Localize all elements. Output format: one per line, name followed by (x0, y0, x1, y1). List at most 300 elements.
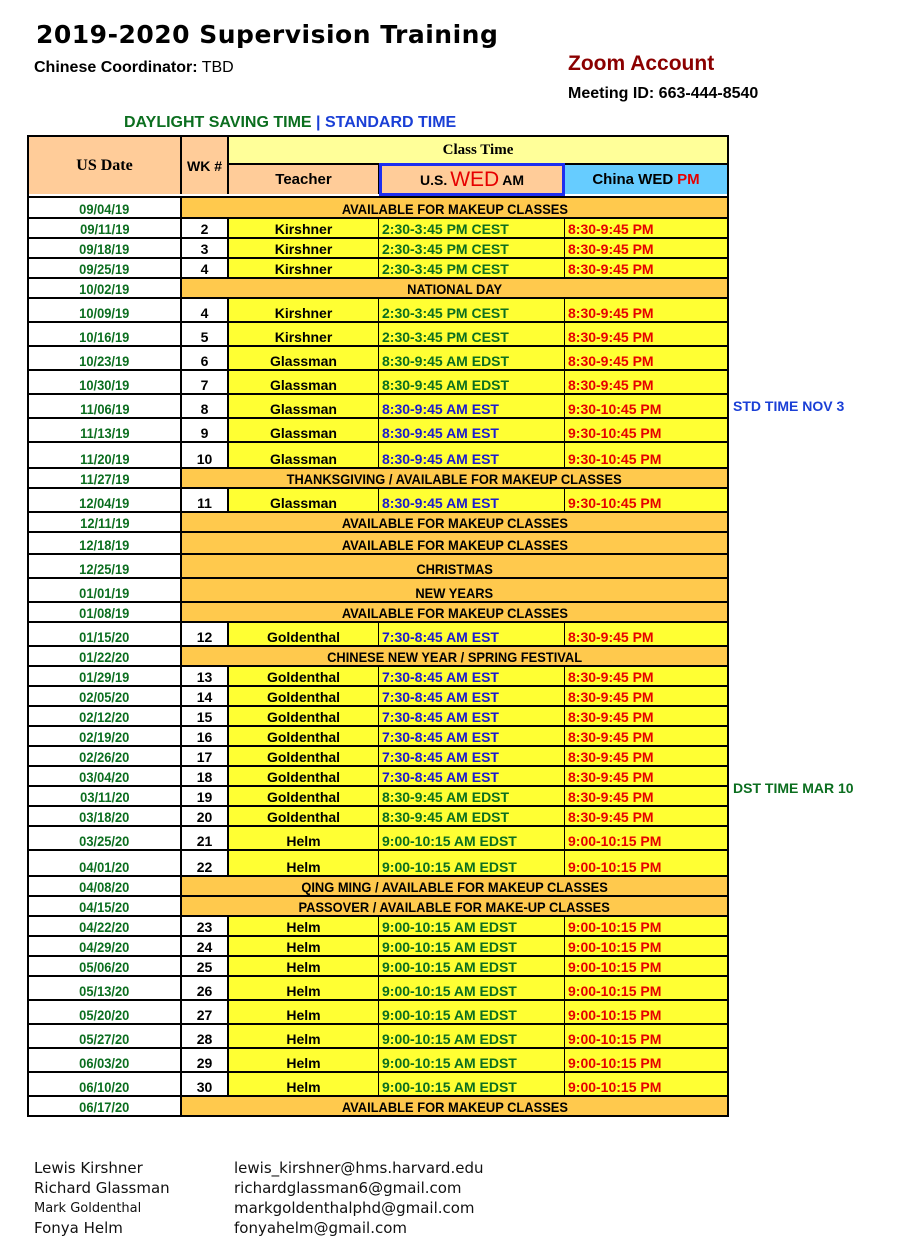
china-time-cell (565, 767, 727, 785)
table-row (29, 297, 727, 321)
event-cell-text: NATIONAL DAY (407, 281, 502, 297)
coordinator-value: TBD (201, 59, 234, 76)
us-time-cell-text: 8:30-9:45 AM EDST (382, 377, 510, 393)
china-time-cell-text: 9:00-10:15 PM (568, 1007, 662, 1023)
header-week: WK # (182, 137, 229, 194)
china-time-cell (565, 827, 727, 849)
teacher-cell (229, 1001, 379, 1023)
china-time-cell-text: 9:00-10:15 PM (568, 1055, 662, 1071)
table-row (29, 621, 727, 645)
teacher-cell-text: Kirshner (274, 261, 333, 277)
china-time-cell-text: 9:30-10:45 PM (568, 451, 662, 467)
date-cell (29, 579, 182, 601)
date-cell (29, 787, 182, 805)
event-cell-text: AVAILABLE FOR MAKEUP CLASSES (341, 515, 568, 531)
china-time-cell-text: 9:00-10:15 PM (568, 983, 662, 999)
week-cell-text: 29 (196, 1055, 213, 1071)
china-time-cell-text: 9:30-10:45 PM (568, 401, 662, 417)
contact-name: Richard Glassman (34, 1179, 170, 1197)
table-row (29, 725, 727, 745)
date-cell-text: 04/01/20 (79, 859, 130, 875)
date-cell (29, 727, 182, 745)
table-row (29, 553, 727, 577)
us-time-cell (379, 623, 565, 645)
date-cell-text: 11/06/19 (79, 401, 130, 417)
week-cell-text: 10 (196, 451, 213, 467)
event-cell (182, 647, 727, 665)
china-time-cell-text: 8:30-9:45 PM (568, 669, 654, 685)
us-time-cell (379, 419, 565, 441)
date-cell (29, 1001, 182, 1023)
date-cell (29, 1097, 182, 1115)
china-time-cell-text: 9:00-10:15 PM (568, 1079, 662, 1095)
china-time-cell-text: 8:30-9:45 PM (568, 629, 654, 645)
week-cell (182, 827, 229, 849)
date-cell-text: 09/04/19 (79, 201, 130, 217)
us-time-cell-text: 7:30-8:45 AM EST (382, 689, 499, 705)
us-time-cell (379, 747, 565, 765)
contact-email[interactable]: markgoldenthalphd@gmail.com (234, 1199, 475, 1217)
date-cell-text: 01/08/19 (79, 605, 130, 621)
us-time-cell (379, 443, 565, 467)
date-cell-text: 04/29/20 (79, 939, 130, 955)
us-time-cell (379, 687, 565, 705)
dst-legend-label: DAYLIGHT SAVING TIME (124, 114, 312, 131)
us-time-cell-text: 7:30-8:45 AM EST (382, 769, 499, 785)
us-time-cell-text: 7:30-8:45 AM EST (382, 749, 499, 765)
teacher-cell (229, 239, 379, 257)
table-row (29, 417, 727, 441)
event-cell-text: NEW YEARS (415, 585, 494, 601)
week-cell (182, 443, 229, 467)
china-time-cell-text: 8:30-9:45 PM (568, 749, 654, 765)
week-cell (182, 767, 229, 785)
table-row (29, 511, 727, 531)
std-legend-label: STANDARD TIME (324, 114, 457, 131)
teacher-cell (229, 489, 379, 511)
china-time-cell (565, 747, 727, 765)
event-cell (182, 469, 727, 487)
week-cell-text: 4 (200, 305, 209, 321)
date-cell-text: 11/13/19 (79, 425, 130, 441)
date-cell-text: 12/18/19 (79, 537, 130, 553)
contact-email[interactable]: lewis_kirshner@hms.harvard.edu (234, 1159, 484, 1177)
china-time-cell-text: 9:00-10:15 PM (568, 833, 662, 849)
china-time-cell (565, 419, 727, 441)
contact-name: Lewis Kirshner (34, 1159, 143, 1177)
teacher-cell-text: Kirshner (274, 305, 333, 321)
header-us-day: WED (450, 167, 500, 191)
week-cell (182, 917, 229, 935)
teacher-cell (229, 787, 379, 805)
week-cell-text: 11 (197, 495, 212, 511)
us-time-cell-text: 8:30-9:45 AM EDST (382, 789, 510, 805)
table-header (29, 137, 727, 196)
table-row (29, 745, 727, 765)
table-row (29, 999, 727, 1023)
us-time-cell-text: 9:00-10:15 AM EDST (382, 1055, 517, 1071)
table-row (29, 875, 727, 895)
us-time-cell (379, 219, 565, 237)
teacher-cell-text: Goldenthal (266, 789, 341, 805)
us-time-cell (379, 917, 565, 935)
china-time-cell-text: 8:30-9:45 PM (568, 261, 654, 277)
date-cell (29, 513, 182, 531)
china-time-cell-text: 8:30-9:45 PM (568, 221, 654, 237)
table-row (29, 825, 727, 849)
teacher-cell (229, 851, 379, 875)
table-row (29, 1071, 727, 1095)
date-cell (29, 371, 182, 393)
china-time-cell (565, 917, 727, 935)
date-cell (29, 219, 182, 237)
us-time-cell (379, 977, 565, 999)
teacher-cell (229, 767, 379, 785)
china-time-cell (565, 851, 727, 875)
week-cell-text: 26 (196, 983, 213, 999)
date-cell (29, 259, 182, 277)
table-row (29, 1095, 727, 1115)
week-cell-text: 5 (200, 329, 209, 345)
contact-name: Fonya Helm (34, 1219, 123, 1237)
us-time-cell (379, 937, 565, 955)
date-cell-text: 02/26/20 (79, 749, 130, 765)
event-cell-text: THANKSGIVING / AVAILABLE FOR MAKEUP CLASSES (286, 471, 623, 487)
teacher-cell (229, 419, 379, 441)
teacher-cell (229, 259, 379, 277)
event-cell (182, 533, 727, 553)
week-cell (182, 957, 229, 975)
china-time-cell (565, 787, 727, 805)
week-cell-text: 12 (196, 629, 213, 645)
teacher-cell-text: Glassman (270, 401, 337, 417)
china-time-cell (565, 443, 727, 467)
week-cell-text: 23 (196, 919, 213, 935)
week-cell-text: 3 (200, 241, 209, 257)
contact-row (34, 1218, 483, 1238)
table-row (29, 765, 727, 785)
table-row (29, 237, 727, 257)
date-cell (29, 419, 182, 441)
us-time-cell (379, 371, 565, 393)
teacher-cell-text: Goldenthal (266, 689, 341, 705)
zoom-account-title: Zoom Account (568, 52, 715, 75)
week-cell-text: 17 (196, 749, 213, 765)
event-cell-text: PASSOVER / AVAILABLE FOR MAKE-UP CLASSES (298, 899, 611, 915)
china-time-cell-text: 8:30-9:45 PM (568, 241, 654, 257)
table-row (29, 1023, 727, 1047)
china-time-cell (565, 323, 727, 345)
date-cell-text: 03/11/20 (79, 789, 130, 805)
us-time-cell-text: 2:30-3:45 PM CEST (382, 329, 509, 345)
teacher-cell-text: Helm (286, 939, 321, 955)
china-time-cell (565, 807, 727, 825)
us-time-cell (379, 489, 565, 511)
date-cell-text: 01/01/19 (79, 585, 130, 601)
table-row (29, 915, 727, 935)
us-time-cell (379, 787, 565, 805)
teacher-cell (229, 395, 379, 417)
china-time-cell-text: 9:30-10:45 PM (568, 495, 662, 511)
contact-row (34, 1178, 483, 1198)
teacher-cell-text: Helm (286, 1079, 321, 1095)
teacher-cell (229, 323, 379, 345)
us-time-cell-text: 8:30-9:45 AM EDST (382, 809, 510, 825)
week-cell-text: 22 (196, 859, 213, 875)
date-cell-text: 01/22/20 (79, 649, 130, 665)
table-row (29, 895, 727, 915)
week-cell-text: 25 (196, 959, 213, 975)
teacher-cell-text: Goldenthal (266, 709, 341, 725)
contact-list (34, 1158, 483, 1238)
teacher-cell-text: Goldenthal (266, 749, 341, 765)
date-cell (29, 647, 182, 665)
table-row (29, 345, 727, 369)
us-time-cell-text: 9:00-10:15 AM EDST (382, 983, 517, 999)
table-row (29, 487, 727, 511)
table-row (29, 935, 727, 955)
date-cell-text: 10/02/19 (79, 281, 130, 297)
event-cell-text: CHINESE NEW YEAR / SPRING FESTIVAL (326, 649, 583, 665)
event-cell (182, 555, 727, 577)
week-cell-text: 8 (200, 401, 209, 417)
teacher-cell-text: Glassman (270, 377, 337, 393)
us-time-cell (379, 807, 565, 825)
header-china-time (565, 165, 727, 194)
teacher-cell (229, 827, 379, 849)
event-cell-text: QING MING / AVAILABLE FOR MAKEUP CLASSES (301, 879, 608, 895)
week-cell-text: 16 (196, 729, 213, 745)
teacher-cell-text: Goldenthal (266, 809, 341, 825)
us-time-cell (379, 851, 565, 875)
table-row (29, 217, 727, 237)
date-cell-text: 01/15/20 (79, 629, 130, 645)
week-cell-text: 15 (196, 709, 213, 725)
date-cell-text: 11/27/19 (79, 471, 130, 487)
china-time-cell (565, 1001, 727, 1023)
event-cell (182, 897, 727, 915)
date-cell-text: 05/13/20 (79, 983, 130, 999)
china-time-cell (565, 299, 727, 321)
china-time-cell (565, 623, 727, 645)
teacher-cell (229, 687, 379, 705)
date-cell (29, 198, 182, 217)
date-cell-text: 12/04/19 (79, 495, 130, 511)
china-time-cell-text: 8:30-9:45 PM (568, 689, 654, 705)
teacher-cell (229, 371, 379, 393)
date-cell-text: 09/18/19 (79, 241, 130, 257)
china-time-cell (565, 1049, 727, 1071)
date-cell-text: 06/17/20 (79, 1099, 130, 1115)
date-cell (29, 279, 182, 297)
teacher-cell (229, 623, 379, 645)
us-time-cell-text: 9:00-10:15 AM EDST (382, 1031, 517, 1047)
table-row (29, 196, 727, 217)
teacher-cell (229, 1073, 379, 1095)
china-time-cell-text: 8:30-9:45 PM (568, 709, 654, 725)
week-cell (182, 1001, 229, 1023)
date-cell-text: 11/20/19 (79, 451, 130, 467)
table-row (29, 257, 727, 277)
event-cell-text: AVAILABLE FOR MAKEUP CLASSES (341, 1099, 568, 1115)
table-row (29, 975, 727, 999)
china-time-cell-text: 8:30-9:45 PM (568, 329, 654, 345)
date-cell (29, 469, 182, 487)
week-cell (182, 239, 229, 257)
date-cell-text: 05/27/20 (79, 1031, 130, 1047)
contact-name: Mark Goldenthal (34, 1200, 142, 1216)
date-cell (29, 767, 182, 785)
china-time-cell-text: 9:00-10:15 PM (568, 959, 662, 975)
table-row (29, 369, 727, 393)
header-us-prefix: U.S. (419, 171, 448, 188)
us-time-cell-text: 2:30-3:45 PM CEST (382, 305, 509, 321)
meeting-id: Meeting ID: 663-444-8540 (568, 85, 759, 102)
week-cell (182, 1025, 229, 1047)
teacher-cell-text: Glassman (270, 425, 337, 441)
week-cell (182, 299, 229, 321)
teacher-cell-text: Kirshner (274, 241, 333, 257)
table-row (29, 705, 727, 725)
china-time-cell (565, 219, 727, 237)
week-cell (182, 851, 229, 875)
week-cell (182, 667, 229, 685)
date-cell (29, 977, 182, 999)
date-cell (29, 877, 182, 895)
china-time-cell (565, 957, 727, 975)
week-cell (182, 395, 229, 417)
teacher-cell-text: Helm (286, 859, 321, 875)
event-cell-text: AVAILABLE FOR MAKEUP CLASSES (341, 605, 568, 621)
china-time-cell-text: 8:30-9:45 PM (568, 305, 654, 321)
china-time-cell-text: 8:30-9:45 PM (568, 809, 654, 825)
teacher-cell (229, 937, 379, 955)
us-time-cell (379, 1049, 565, 1071)
china-time-cell (565, 937, 727, 955)
table-row (29, 601, 727, 621)
china-time-cell-text: 9:00-10:15 PM (568, 919, 662, 935)
date-cell (29, 807, 182, 825)
table-row (29, 277, 727, 297)
event-cell (182, 1097, 727, 1115)
week-cell-text: 6 (200, 353, 209, 369)
us-time-cell-text: 7:30-8:45 AM EST (382, 629, 499, 645)
teacher-cell-text: Glassman (270, 451, 337, 467)
week-cell (182, 747, 229, 765)
table-row (29, 577, 727, 601)
us-time-cell (379, 1073, 565, 1095)
table-row (29, 531, 727, 553)
schedule-table (27, 135, 729, 1117)
week-cell (182, 259, 229, 277)
week-cell-text: 24 (196, 939, 213, 955)
us-time-cell-text: 8:30-9:45 AM EST (382, 451, 499, 467)
date-cell-text: 03/25/20 (79, 833, 130, 849)
teacher-cell (229, 667, 379, 685)
week-cell-text: 7 (200, 377, 209, 393)
week-cell-text: 21 (196, 833, 213, 849)
date-cell (29, 917, 182, 935)
date-cell (29, 603, 182, 621)
date-cell (29, 667, 182, 685)
contact-email[interactable]: richardglassman6@gmail.com (234, 1179, 462, 1197)
us-time-cell-text: 2:30-3:45 PM CEST (382, 241, 509, 257)
date-cell-text: 02/12/20 (79, 709, 130, 725)
week-cell (182, 707, 229, 725)
week-cell (182, 323, 229, 345)
china-time-cell (565, 1073, 727, 1095)
contact-row (34, 1158, 483, 1178)
china-time-cell (565, 1025, 727, 1047)
table-row (29, 665, 727, 685)
teacher-cell (229, 707, 379, 725)
us-time-cell-text: 9:00-10:15 AM EDST (382, 919, 517, 935)
china-time-cell-text: 9:30-10:45 PM (568, 425, 662, 441)
week-cell (182, 977, 229, 999)
china-time-cell-text: 8:30-9:45 PM (568, 729, 654, 745)
std-time-note: STD TIME NOV 3 (733, 398, 845, 414)
china-time-cell-text: 9:00-10:15 PM (568, 939, 662, 955)
week-cell-text: 2 (200, 221, 209, 237)
china-time-cell (565, 395, 727, 417)
us-time-cell-text: 8:30-9:45 AM EDST (382, 353, 510, 369)
table-row (29, 1047, 727, 1071)
table-row (29, 785, 727, 805)
table-body (29, 196, 727, 1115)
week-cell-text: 27 (196, 1007, 213, 1023)
teacher-cell-text: Kirshner (274, 329, 333, 345)
us-time-cell-text: 2:30-3:45 PM CEST (382, 261, 509, 277)
us-time-cell (379, 767, 565, 785)
teacher-cell (229, 957, 379, 975)
week-cell (182, 807, 229, 825)
china-time-cell (565, 977, 727, 999)
date-cell (29, 747, 182, 765)
date-cell-text: 04/15/20 (79, 899, 130, 915)
teacher-cell-text: Helm (286, 959, 321, 975)
us-time-cell-text: 9:00-10:15 AM EDST (382, 939, 517, 955)
us-time-cell-text: 9:00-10:15 AM EDST (382, 959, 517, 975)
event-cell (182, 198, 727, 217)
date-cell-text: 10/09/19 (79, 305, 130, 321)
us-time-cell-text: 8:30-9:45 AM EST (382, 495, 499, 511)
event-cell (182, 279, 727, 297)
date-cell (29, 443, 182, 467)
date-cell (29, 957, 182, 975)
date-cell-text: 04/08/20 (79, 879, 130, 895)
date-cell (29, 489, 182, 511)
us-time-cell-text: 8:30-9:45 AM EST (382, 401, 499, 417)
date-cell (29, 827, 182, 849)
coordinator-label: Chinese Coordinator: (34, 59, 198, 76)
week-cell-text: 4 (200, 261, 209, 277)
week-cell (182, 937, 229, 955)
contact-email[interactable]: fonyahelm@gmail.com (234, 1219, 408, 1237)
us-time-cell (379, 957, 565, 975)
header-us-date: US Date (29, 137, 182, 194)
week-cell (182, 489, 229, 511)
teacher-cell-text: Kirshner (274, 221, 333, 237)
week-cell-text: 18 (196, 769, 213, 785)
teacher-cell (229, 727, 379, 745)
teacher-cell (229, 299, 379, 321)
teacher-cell-text: Goldenthal (266, 669, 341, 685)
week-cell-text: 9 (200, 425, 209, 441)
teacher-cell-text: Helm (286, 983, 321, 999)
teacher-cell-text: Goldenthal (266, 769, 341, 785)
date-cell-text: 12/25/19 (79, 561, 130, 577)
china-time-cell-text: 9:00-10:15 PM (568, 859, 662, 875)
